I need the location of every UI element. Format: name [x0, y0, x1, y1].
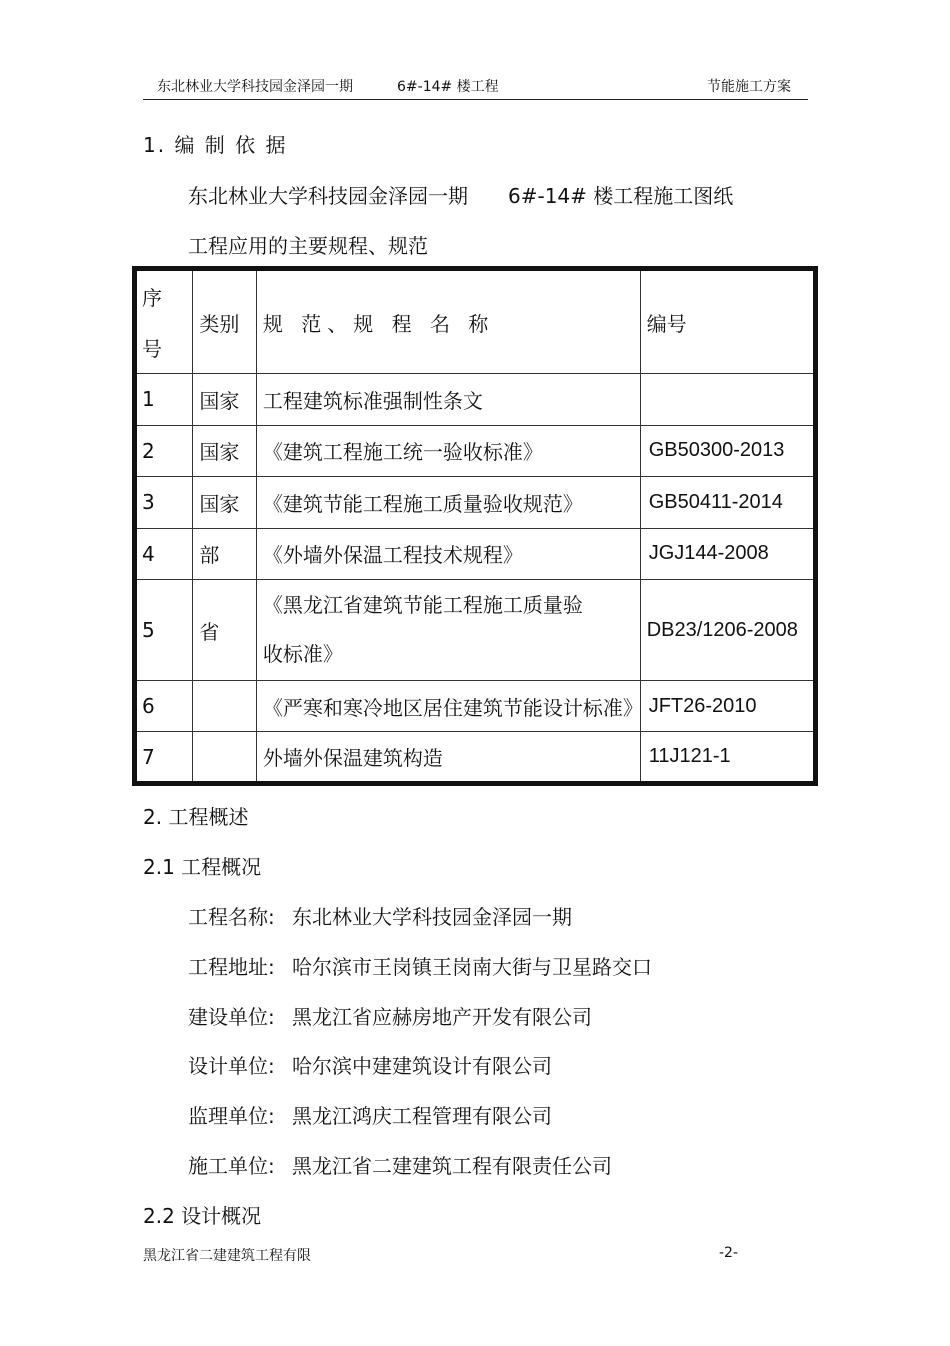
- owner-label: 建设单位:: [188, 1005, 275, 1029]
- cell-name: 《建筑工程施工统一验收标准》: [256, 425, 640, 477]
- table-row: [135, 477, 816, 529]
- table-row: [135, 528, 816, 580]
- cell-name: 《外墙外保温工程技术规程》: [256, 528, 640, 580]
- header-seq: [135, 269, 193, 374]
- table-row: [135, 374, 816, 426]
- supervisor-label: 监理单位:: [188, 1104, 275, 1128]
- cell-name: 《严寒和寒冷地区居住建筑节能设计标准》: [256, 680, 640, 732]
- designer-label: 设计单位:: [188, 1054, 275, 1078]
- contractor-label: 施工单位:: [188, 1154, 275, 1178]
- section2-1-title: 2.1 工程概况: [143, 855, 262, 879]
- header-seq-a: 序: [142, 286, 162, 310]
- header-code: 编号: [640, 269, 815, 374]
- section1-codes-intro: 工程应用的主要规程、规范: [188, 234, 428, 258]
- header-doc-type: 节能施工方案: [707, 79, 791, 95]
- cell-category: 部: [193, 528, 256, 580]
- cell-seq: 3: [135, 477, 193, 529]
- cell-category: [193, 732, 256, 784]
- cell-seq: 5: [135, 580, 193, 681]
- cell-seq: 7: [135, 732, 193, 784]
- cell-code: [640, 374, 815, 426]
- cell-code: JFT26-2010: [640, 680, 815, 732]
- project-address-value: 哈尔滨市王岗镇王岗南大街与卫星路交口: [292, 955, 652, 979]
- cell-category: 国家: [193, 425, 256, 477]
- cell-name: 《建筑节能工程施工质量验收规范》: [256, 477, 640, 529]
- table-row: [135, 732, 816, 784]
- cell-category: 国家: [193, 374, 256, 426]
- cell-code: GB50411-2014: [640, 477, 815, 529]
- table-row: [135, 580, 816, 681]
- cell-code: GB50300-2013: [640, 425, 815, 477]
- header-name: 规 范、规 程 名 称: [256, 269, 640, 374]
- header-project: 东北林业大学科技园金泽园一期: [157, 79, 353, 95]
- header-category: 类别: [193, 269, 256, 374]
- cell-name-line2: 收标准》: [262, 642, 343, 666]
- page-number: -2-: [719, 1245, 739, 1261]
- section1-drawing-name: 6#-14# 楼工程施工图纸: [508, 184, 734, 208]
- table-row: [135, 425, 816, 477]
- cell-category: 国家: [193, 477, 256, 529]
- cell-category: 省: [193, 580, 256, 681]
- footer-company: 黑龙江省二建建筑工程有限: [143, 1248, 311, 1264]
- spec-table: [132, 266, 818, 786]
- table-row: [135, 680, 816, 732]
- header-building: 6#-14# 楼工程: [397, 79, 499, 95]
- section2-title: 2. 工程概述: [143, 805, 249, 829]
- cell-name-line1: 《黑龙江省建筑节能工程施工质量验: [262, 593, 583, 617]
- cell-code: DB23/1206-2008: [640, 580, 815, 681]
- cell-name: 工程建筑标准强制性条文: [256, 374, 640, 426]
- table-header-row: [135, 269, 816, 374]
- header-seq-b: 号: [142, 337, 162, 361]
- section1-drawing-project: 东北林业大学科技园金泽园一期: [188, 184, 468, 208]
- cell-seq: 6: [135, 680, 193, 732]
- designer-value: 哈尔滨中建建筑设计有限公司: [292, 1054, 552, 1078]
- section1-title: 1. 编 制 依 据: [143, 133, 288, 157]
- cell-seq: 2: [135, 425, 193, 477]
- cell-code: JGJ144-2008: [640, 528, 815, 580]
- cell-category: [193, 680, 256, 732]
- owner-value: 黑龙江省应赫房地产开发有限公司: [292, 1005, 592, 1029]
- header-rule: [143, 99, 808, 100]
- cell-name: 外墙外保温建筑构造: [256, 732, 640, 784]
- cell-code: 11J121-1: [640, 732, 815, 784]
- contractor-value: 黑龙江省二建建筑工程有限责任公司: [292, 1154, 612, 1178]
- cell-name: [256, 580, 640, 681]
- cell-seq: 4: [135, 528, 193, 580]
- section2-2-title: 2.2 设计概况: [143, 1204, 262, 1228]
- project-name-label: 工程名称:: [188, 905, 275, 929]
- cell-seq: 1: [135, 374, 193, 426]
- supervisor-value: 黑龙江鸿庆工程管理有限公司: [292, 1104, 552, 1128]
- project-address-label: 工程地址:: [188, 955, 275, 979]
- project-name-value: 东北林业大学科技园金泽园一期: [292, 905, 572, 929]
